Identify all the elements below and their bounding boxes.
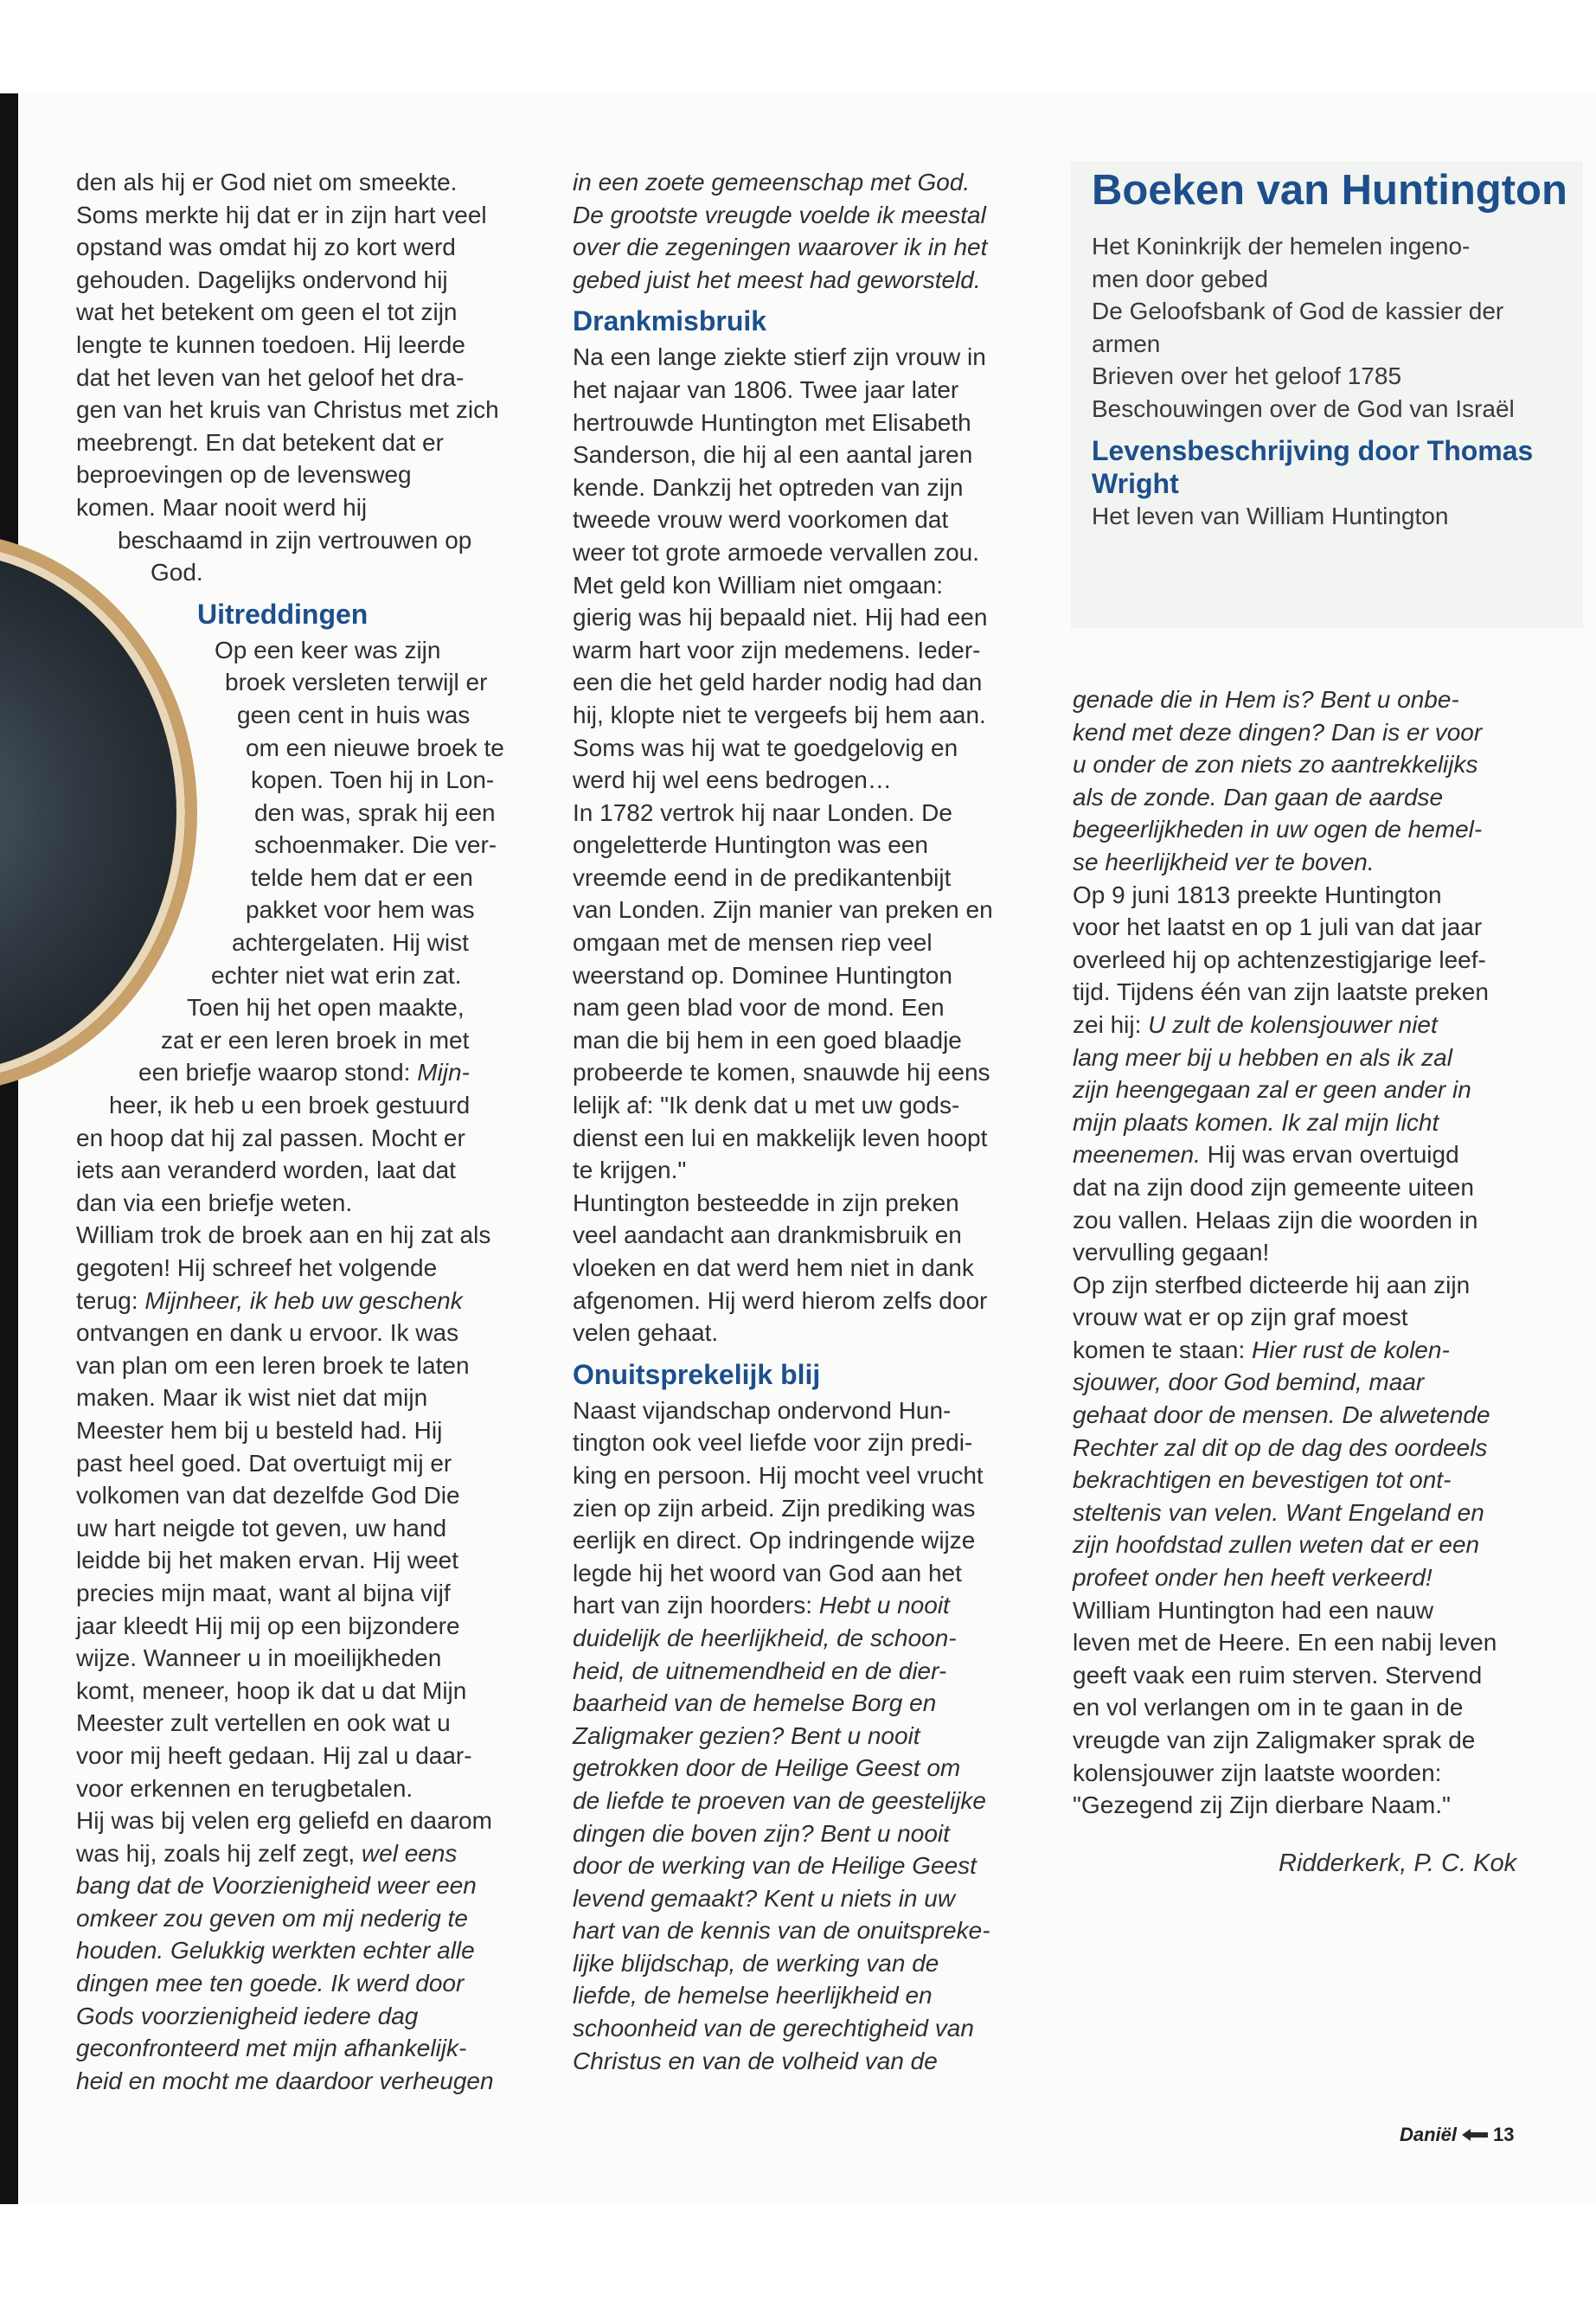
text-line: volkomen van dat dezelfde God Die xyxy=(76,1482,460,1509)
text-line: zien op zijn arbeid. Zijn prediking was xyxy=(573,1494,976,1522)
text-line: De Geloofsbank of God de kassier der xyxy=(1092,298,1504,325)
text-line: weer tot grote armoede vervallen zou. xyxy=(573,538,980,566)
text-line: Zaligmaker gezien? Bent u nooit xyxy=(573,1721,920,1749)
page-edge-bar xyxy=(0,93,18,2204)
book-list xyxy=(1092,230,1576,426)
text-line: levend gemaakt? Kent u niets in uw xyxy=(573,1884,956,1912)
column-1 xyxy=(76,166,526,2097)
text-line: gen van het kruis van Christus met zich xyxy=(76,396,499,424)
text-line: Meester hem bij u besteld had. Hij xyxy=(76,1416,443,1444)
text-line: bekrachtigen en bevestigen tot ont- xyxy=(1073,1466,1452,1494)
text-line: duidelijk de heerlijkheid, de schoon- xyxy=(573,1624,957,1651)
text-line: vreugde van zijn Zaligmaker sprak de xyxy=(1073,1727,1476,1753)
text-line: Gods voorzienigheid iedere dag xyxy=(76,2002,419,2029)
text-line: als de zonde. Dan gaan de aardse xyxy=(1073,783,1444,811)
text-line: broek versleten terwijl er xyxy=(225,669,488,696)
text-line: kolensjouwer zijn laatste woorden: xyxy=(1073,1759,1442,1786)
text-line: probeerde te komen, snauwde hij eens xyxy=(573,1059,990,1086)
text-line: God. xyxy=(151,559,203,586)
text-line: uw hart neigde tot geven, uw hand xyxy=(76,1514,447,1541)
text-line: wijze. Wanneer u in moeilijkheden xyxy=(76,1644,442,1672)
text-line: zat er een leren broek in met xyxy=(161,1026,470,1054)
death-paragraph xyxy=(1073,879,1557,1009)
epitaph-quote xyxy=(1073,1366,1557,1593)
text-line: heid en mocht me daardoor verheugen xyxy=(76,2067,494,2094)
text-run: meenemen. xyxy=(1073,1141,1201,1169)
text-line: veel aandacht aan drankmisbruik en xyxy=(573,1221,962,1249)
text-line: kopen. Toen hij in Lon- xyxy=(251,766,495,794)
column-2 xyxy=(573,166,1031,2077)
text-line: Soms was hij wat te goedgelovig en xyxy=(573,734,958,761)
text-line: telde hem dat er een xyxy=(251,863,473,891)
text-run: wel eens xyxy=(361,1839,458,1867)
text-line: getrokken door de Heilige Geest om xyxy=(573,1754,961,1782)
text-run: zei hij: xyxy=(1073,1010,1142,1038)
text-line: meebrengt. En dat betekent dat er xyxy=(76,428,444,456)
opening-quote xyxy=(573,166,1031,296)
text-run: Hij was ervan overtuigd xyxy=(1207,1141,1459,1169)
text-line: komt, meneer, hoop ik dat u dat Mijn xyxy=(76,1676,467,1704)
text-line: lengte te kunnen toedoen. Hij leerde xyxy=(76,330,465,358)
text-line: Het Koninkrijk der hemelen ingeno- xyxy=(1092,233,1471,260)
text-line xyxy=(573,1589,1031,1622)
text-line: tijd. Tijdens één van zijn laatste preken xyxy=(1073,978,1489,1006)
onuitsprekelijk-paragraph xyxy=(573,1394,1031,1590)
text-line: het najaar van 1806. Twee jaar later xyxy=(573,375,959,403)
text-line: werd hij wel eens bedrogen… xyxy=(573,766,892,794)
text-line: in een zoete gemeenschap met God. xyxy=(573,169,971,195)
text-line: hertrouwde Huntington met Elisabeth xyxy=(573,408,971,436)
reply-paragraph xyxy=(76,1219,526,1317)
text-run: Mijn- xyxy=(417,1059,470,1086)
text-line: wat het betekent om geen el tot zijn xyxy=(76,298,458,326)
text-line: Hij was bij velen erg geliefd en daarom xyxy=(76,1807,492,1835)
text-line: achtergelaten. Hij wist xyxy=(232,929,469,957)
text-line: In 1782 vertrok hij naar Londen. De xyxy=(573,798,952,826)
arrow-icon xyxy=(1462,2131,1488,2139)
text-line: en vol verlangen om in te gaan in de xyxy=(1073,1694,1464,1721)
text-line: over die zegeningen waarover ik in het xyxy=(573,234,988,261)
column-3 xyxy=(1073,683,1557,1822)
text-line: begeerlijkheden in uw ogen de hemel- xyxy=(1073,816,1483,843)
text-line: velen gehaat. xyxy=(573,1319,719,1347)
text-line: opstand was omdat hij zo kort werd xyxy=(76,234,456,261)
text-line: genade die in Hem is? Bent u onbe- xyxy=(1073,686,1459,713)
text-line: legde hij het woord van God aan het xyxy=(573,1559,962,1586)
letter-quote xyxy=(76,1089,526,1219)
text-line: precies mijn maat, want al bijna vijf xyxy=(76,1579,451,1606)
text-line: sjouwer, door God bemind, maar xyxy=(1073,1368,1425,1396)
text-line: vreemde eend in de predikantenbijt xyxy=(573,863,952,891)
text-line: overleed hij op achtenzestigjarige leef- xyxy=(1073,945,1486,973)
text-line xyxy=(76,1285,526,1317)
text-line: komen. Maar nooit werd hij xyxy=(76,493,368,521)
text-line: Wright xyxy=(1092,467,1179,499)
text-line: echter niet wat erin zat. xyxy=(211,961,462,989)
text-line xyxy=(76,1056,526,1089)
text-line: men door gebed xyxy=(1092,265,1268,292)
text-line: gehaat door de mensen. De alwetende xyxy=(1073,1401,1490,1429)
text-line: "Gezegend zij Zijn dierbare Naam." xyxy=(1073,1791,1451,1819)
text-line: kende. Dankzij het optreden van zijn xyxy=(573,473,964,501)
text-run: hart van zijn hoorders: xyxy=(573,1592,813,1619)
text-line: dat het leven van het geloof het dra- xyxy=(76,363,465,391)
text-line: Rechter zal dit op de dag des oordeels xyxy=(1073,1433,1488,1461)
text-line: heer, ik heb u een broek gestuurd xyxy=(109,1092,471,1119)
sermon-quote xyxy=(573,1622,1031,2077)
text-line: schoenmaker. Die ver- xyxy=(254,831,497,859)
text-line: Na een lange ziekte stierf zijn vrouw in xyxy=(573,343,986,371)
text-line: dienst een lui en makkelijk leven hoopt xyxy=(573,1124,988,1151)
text-line xyxy=(1073,1138,1557,1171)
text-line: geeft vaak een ruim sterven. Stervend xyxy=(1073,1661,1483,1689)
text-line: man die bij hem in een goed blaadje xyxy=(573,1026,962,1054)
sidebar-content xyxy=(1092,230,1576,532)
text-line: en hoop dat hij zal passen. Mocht er xyxy=(76,1124,465,1151)
text-line: William Huntington had een nauw xyxy=(1073,1596,1434,1624)
text-line: Brieven over het geloof 1785 xyxy=(1092,362,1402,390)
text-line: kend met deze dingen? Dan is er voor xyxy=(1073,718,1483,746)
text-line: bang dat de Voorzienigheid weer een xyxy=(76,1872,477,1900)
section-heading-drankmisbruik: Drankmisbruik xyxy=(573,305,767,337)
text-line: Met geld kon William niet omgaan: xyxy=(573,571,943,599)
text-line: afgenomen. Hij werd hierom zelfs door xyxy=(573,1286,988,1314)
text-line: den was, sprak hij een xyxy=(254,798,496,826)
text-run: terug: xyxy=(76,1286,138,1314)
text-line: door de werking van de Heilige Geest xyxy=(573,1852,977,1880)
text-line: geen cent in huis was xyxy=(237,701,471,728)
text-line: armen xyxy=(1092,330,1161,357)
author-signature: Ridderkerk, P. C. Kok xyxy=(1279,1849,1517,1877)
text-line: Soms merkte hij dat er in zijn hart veel xyxy=(76,201,487,228)
text-run: een briefje waarop stond: xyxy=(138,1059,411,1086)
text-line: dingen mee ten goede. Ik werd door xyxy=(76,1970,465,1997)
text-line: Levensbeschrijving door Thomas xyxy=(1092,434,1534,466)
text-run: U zult de kolensjouwer niet xyxy=(1148,1010,1438,1038)
text-line: schoonheid van de gerechtigheid van xyxy=(573,2015,974,2042)
text-run: Mijnheer, ik heb uw geschenk xyxy=(144,1286,463,1314)
text-line xyxy=(1073,1009,1557,1042)
text-line: Huntington besteedde in zijn preken xyxy=(573,1189,959,1216)
text-line: van Londen. Zijn manier van preken en xyxy=(573,896,993,924)
text-line: dat na zijn dood zijn gemeente uiteen xyxy=(1073,1173,1474,1201)
text-line: Op 9 juni 1813 preekte Huntington xyxy=(1073,881,1442,908)
text-line: om een nieuwe broek te xyxy=(246,734,504,761)
text-line: lijke blijdschap, de werking van de xyxy=(573,1949,939,1977)
text-line: dan via een briefje weten. xyxy=(76,1189,353,1216)
text-line: een die het geld harder nodig had dan xyxy=(573,669,983,696)
text-line: hij, klopte niet te vergeefs bij hem aan. xyxy=(573,701,986,728)
text-line: vrouw wat er op zijn graf moest xyxy=(1073,1304,1408,1331)
text-line: zijn hoofdstad zullen weten dat er een xyxy=(1073,1531,1480,1559)
final-paragraph xyxy=(1073,1594,1557,1822)
text-line: William trok de broek aan en hij zat als xyxy=(76,1221,491,1249)
text-line: den als hij er God niet om smeekte. xyxy=(76,169,458,195)
text-line: lang meer bij u hebben en als ik zal xyxy=(1073,1043,1452,1071)
text-line: voor het laatst en op 1 juli van dat jaar xyxy=(1073,913,1483,941)
text-run: komen te staan: xyxy=(1073,1336,1246,1363)
text-line: te krijgen." xyxy=(573,1157,687,1184)
closing-quote xyxy=(76,1869,526,2097)
text-line: Christus en van de volheid van de xyxy=(573,2047,938,2074)
drankmisbruik-paragraph xyxy=(573,341,1031,1349)
text-line: nam geen blad voor de mond. Een xyxy=(573,994,945,1022)
text-line: heid, de uitnemendheid en de dier- xyxy=(573,1657,947,1684)
page-footer xyxy=(1400,2124,1515,2146)
text-line: Toen hij het open maakte, xyxy=(187,994,465,1022)
text-line: Meester zult vertellen en ook wat u xyxy=(76,1709,451,1737)
text-line: vervulling gegaan! xyxy=(1073,1239,1270,1266)
sidebar-title: Boeken van Huntington xyxy=(1092,167,1567,214)
text-line: De grootste vreugde voelde ik meestal xyxy=(573,201,986,228)
text-line: gehouden. Dagelijks ondervond hij xyxy=(76,266,448,293)
text-line: past heel goed. Dat overtuigt mij er xyxy=(76,1449,452,1477)
text-line: se heerlijkheid ver te boven. xyxy=(1073,848,1375,875)
text-line: de liefde te proeven van de geestelijke xyxy=(573,1786,986,1814)
text-line: zou vallen. Helaas zijn die woorden in xyxy=(1073,1206,1478,1234)
text-line xyxy=(1073,1334,1557,1367)
text-line: Op zijn sterfbed dicteerde hij aan zijn xyxy=(1073,1271,1471,1298)
text-line: dingen die boven zijn? Bent u nooit xyxy=(573,1819,950,1847)
text-line: hart van de kennis van de onuitspreke- xyxy=(573,1917,990,1945)
text-line: leidde bij het maken ervan. Hij weet xyxy=(76,1547,459,1574)
sidebar-subheading xyxy=(1092,434,1576,500)
text-line: jaar kleedt Hij mij op een bijzondere xyxy=(76,1612,460,1639)
text-line: profeet onder hen heeft verkeerd! xyxy=(1073,1564,1433,1592)
text-line: weerstand op. Dominee Huntington xyxy=(573,961,952,989)
text-line: mijn plaats komen. Ik zal mijn licht xyxy=(1073,1108,1439,1136)
text-line: geconfronteerd met mijn afhankelijk- xyxy=(76,2035,467,2062)
magazine-name: Daniël xyxy=(1400,2124,1458,2145)
text-line: leven met de Heere. En een nabij leven xyxy=(1073,1629,1497,1657)
intro-paragraph xyxy=(76,166,526,589)
text-line: warm hart voor zijn medemens. Ieder- xyxy=(573,636,981,663)
text-line: gegoten! Hij schreef het volgende xyxy=(76,1254,438,1281)
reply-quote xyxy=(76,1317,526,1804)
text-line: Beschouwingen over de God van Israël xyxy=(1092,394,1515,422)
text-line: voor erkennen en terugbetalen. xyxy=(76,1774,413,1802)
page-number: 13 xyxy=(1493,2124,1515,2145)
text-run: Hebt u nooit xyxy=(818,1592,950,1619)
biography-title: Het leven van William Huntington xyxy=(1092,502,1449,529)
text-line: beschaamd in zijn vertrouwen op xyxy=(118,526,472,554)
text-run: Hier rust de kolen- xyxy=(1252,1336,1450,1363)
text-line: eerlijk en direct. Op indringende wijze xyxy=(573,1527,976,1554)
text-line: gierig was hij bepaald niet. Hij had een xyxy=(573,604,988,631)
text-line: lelijk af: "Ik denk dat u met uw gods- xyxy=(573,1092,960,1119)
text-line: Op een keer was zijn xyxy=(215,636,441,663)
text-line: Naast vijandschap ondervond Hun- xyxy=(573,1396,952,1424)
text-line: ontvangen en dank u ervoor. Ik was xyxy=(76,1319,459,1347)
text-line: Sanderson, die hij al een aantal jaren xyxy=(573,441,973,469)
continued-quote xyxy=(1073,683,1557,879)
text-line: zijn heengegaan zal er geen ander in xyxy=(1073,1076,1471,1104)
uitreddingen-paragraph xyxy=(76,634,526,1089)
text-line: tington ook veel liefde voor zijn predi- xyxy=(573,1429,973,1457)
text-line: omkeer zou geven om mij nederig te xyxy=(76,1904,468,1932)
grave-paragraph xyxy=(1073,1171,1557,1334)
text-line: baarheid van de hemelse Borg en xyxy=(573,1689,937,1717)
section-heading-onuitsprekelijk-blij: Onuitsprekelijk blij xyxy=(573,1358,821,1390)
text-line: voor mij heeft gedaan. Hij zal u daar- xyxy=(76,1741,472,1769)
text-line xyxy=(76,1837,526,1870)
text-line: gebed juist het meest had geworsteld. xyxy=(573,266,981,293)
text-line: ongeletterde Huntington was een xyxy=(573,831,928,859)
text-line: iets aan veranderd worden, laat dat xyxy=(76,1157,456,1184)
last-sermon-quote xyxy=(1073,1042,1557,1139)
text-line: van plan om een leren broek te laten xyxy=(76,1351,470,1379)
section-heading-uitreddingen: Uitreddingen xyxy=(197,598,369,630)
text-line: king en persoon. Hij mocht veel vrucht xyxy=(573,1461,984,1489)
text-line: u onder de zon niets zo aantrekkelijks xyxy=(1073,751,1478,779)
text-line: houden. Gelukkig werkten echter alle xyxy=(76,1937,475,1965)
text-line: vloeken en dat werd hem niet in dank xyxy=(573,1254,974,1281)
text-line: steltenis van velen. Want Engeland en xyxy=(1073,1498,1484,1526)
text-run: was hij, zoals hij zelf zegt, xyxy=(76,1839,356,1867)
bottom-margin xyxy=(0,2204,1596,2301)
top-margin xyxy=(0,0,1596,93)
text-line: omgaan met de mensen riep veel xyxy=(573,929,933,957)
text-line: tweede vrouw werd voorkomen dat xyxy=(573,506,949,534)
text-line: beproevingen op de levensweg xyxy=(76,461,412,489)
text-line: pakket voor hem was xyxy=(246,896,475,924)
text-line: maken. Maar ik wist niet dat mijn xyxy=(76,1384,428,1412)
text-line: liefde, de hemelse heerlijkheid en xyxy=(573,1982,933,2009)
